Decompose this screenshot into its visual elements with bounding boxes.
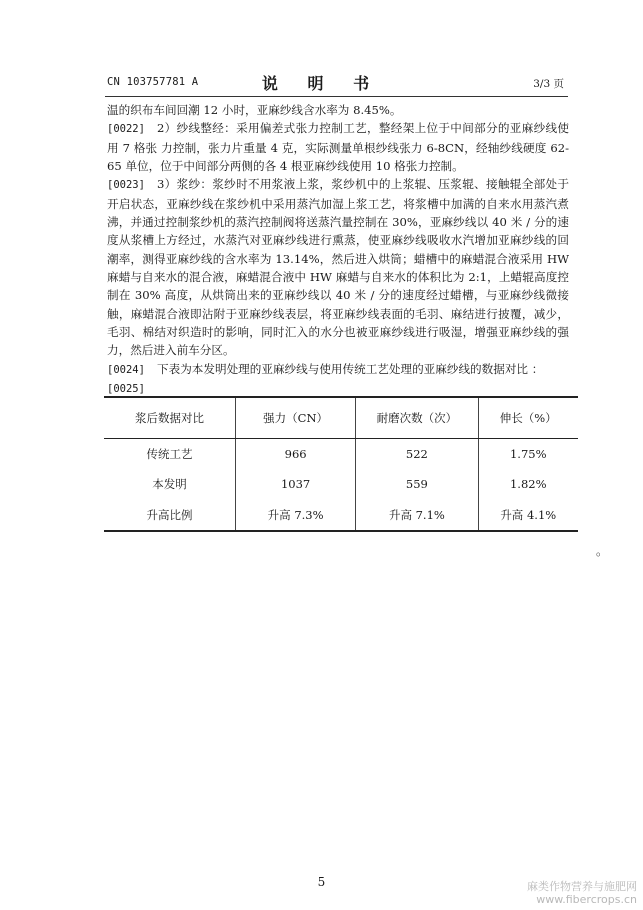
table-header-cell: 伸长（%） <box>478 397 578 439</box>
page-indicator: 3/3 页 <box>533 78 564 90</box>
table-header-row <box>104 397 578 439</box>
description-body <box>107 101 569 399</box>
document-title: 说 明 书 <box>261 74 382 93</box>
table-row <box>104 499 578 531</box>
table-cell: 本发明 <box>152 477 187 491</box>
page-number: 5 <box>317 875 326 889</box>
table-cell: 966 <box>235 439 355 470</box>
table-cell: 1.82% <box>478 469 578 499</box>
table-cell: 522 <box>356 439 478 470</box>
paragraph-text: 3）浆纱：浆纱时不用浆液上浆，浆纱机中的上浆辊、压浆辊、接触辊全部处于开启状态，亚麻纱线在浆纱机中采用蒸汽加湿上浆工艺，将浆槽中加满的自来水用蒸汽煮沸，并通过控制浆纱机的蒸汽控制阀将送蒸汽量控制在 30%，亚麻纱线以 40 米 / 分的速度从浆槽上方经过，水蒸汽对亚麻纱线进行熏蒸，使亚麻纱线吸收水汽增加亚麻纱线的回潮率，测得亚麻纱线的含水率为 13.14%，然后进入烘筒；蜡槽中的麻蜡混合液采用 HW 麻蜡与自来水的混合液，麻蜡混合液中 HW 麻蜡与自来水的体积比为 2:1，上蜡辊高度控制在 30% 高度，从烘筒出来的亚麻纱线以 40 米 / 分的速度经过蜡槽，与亚麻纱线微接触，麻蜡混合液即沾附于亚麻纱线表层，将亚麻纱线表面的毛羽、麻结进行披覆，减少，毛羽、棉结对织造时的影响，同时汇入的水分也被亚麻纱线进行吸湿，增强亚麻纱线的强力，然后进入前车分区。 <box>107 177 569 358</box>
table-cell: 1037 <box>235 469 355 499</box>
header-divider <box>105 96 568 97</box>
table-header-cell: 耐磨次数（次） <box>356 397 478 439</box>
comparison-table <box>104 396 578 532</box>
table-cell: 传统工艺 <box>146 447 193 461</box>
paragraph-number: [0023] <box>107 179 145 192</box>
paragraph-number: [0024] <box>107 363 145 376</box>
end-mark: 。 <box>596 544 609 558</box>
paragraph-text: 温的织布车间回潮 12 小时，亚麻纱线含水率为 8.45%。 <box>107 103 402 117</box>
paragraph-number: [0022] <box>107 123 145 136</box>
paragraph-text: 下表为本发明处理的亚麻纱线与使用传统工艺处理的亚麻纱线的数据对比 ： <box>157 361 544 376</box>
table-cell: 升高比例 <box>104 499 235 531</box>
table-header-cell: 浆后数据对比 <box>104 397 235 439</box>
paragraph-0024 <box>107 360 569 379</box>
table-cell: 1.75% <box>478 439 578 470</box>
paragraph-number: [0025] <box>107 383 145 396</box>
watermark <box>527 880 637 906</box>
table-cell: 升高 4.1% <box>478 499 578 531</box>
table-cell: 升高 7.1% <box>356 499 478 531</box>
paragraph-0023 <box>107 175 569 359</box>
paragraph-continued <box>107 101 569 119</box>
watermark-name: 麻类作物营养与施肥网 <box>527 880 637 893</box>
table-cell: 559 <box>356 469 478 499</box>
table-header-cell: 强力（CN） <box>235 397 355 439</box>
paragraph-0022 <box>107 119 569 175</box>
paragraph-text: 2）纱线整经：采用偏差式张力控制工艺，整经架上位于中间部分的亚麻纱线使用 7 格张 力控制，张力片重量 4 克，实际测量单根纱线张力 6-8CN，经轴纱线硬度 62-65 单位，位于中间部分两侧的各 4 根亚麻纱线使用 10 格张力控制。 <box>107 121 569 174</box>
table-row <box>104 439 578 470</box>
patent-number: CN 103757781 A <box>107 76 199 88</box>
table-cell: 升高 7.3% <box>235 499 355 531</box>
table-row <box>104 469 578 499</box>
watermark-url: www.fibercrops.cn <box>536 893 637 906</box>
